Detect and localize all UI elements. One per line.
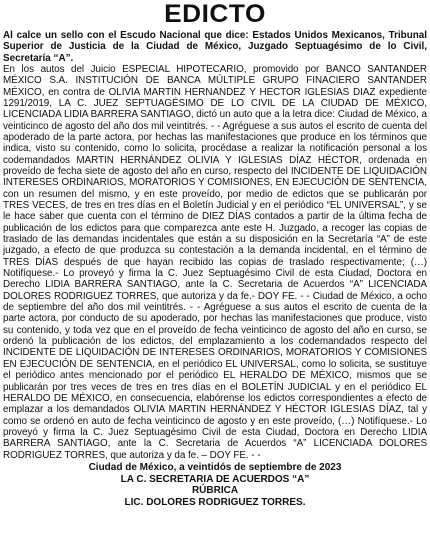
signature-office: LA C. SECRETARIA DE ACUERDOS “A” xyxy=(120,473,310,485)
signature-block xyxy=(2,462,428,508)
signature-rubric: RÚBRICA xyxy=(191,485,239,497)
seal-description: Al calce un sello con el Escudo Nacional que dice: Estados Unidos Mexicanos, Tribunal Superior de Justicia de la Ciudad de México, Juzgado Septuagésimo de lo Civil, Secretaría “A”. xyxy=(3,30,427,64)
signature-name: LIC. DOLORES RODRIGUEZ TORRES. xyxy=(124,496,306,508)
signature-date: Ciudad de México, a veintidós de septiembre de 2023 xyxy=(88,461,342,473)
notice-body: En los autos del Juicio ESPECIAL HIPOTECARIO, promovido por BANCO SANTANDER MÉXICO S.A. INSTITUCIÓN DE BANCA MÚLTIPLE GRUPO FINACIERO SANTANDER MÉXICO, en contra de OLIVIA MARTIN HERNANDEZ Y HECTOR IGLESIAS DIAZ expediente 1291/2019, LA C. JUEZ SEPTUAGÉSIMO DE LO CIVIL DE LA CIUDAD DE MÉXICO, LICENCIADA LIDIA BARRERA SANTIAGO, dictó un auto que a la letra dice: Ciudad de México, a veinticinco de agosto del año dos mil veintitrés. - - Agréguese a sus autos el escrito de cuenta del apoderado de la parte actora, por hechas las manifestaciones que produce en los términos que indica, visto su contenido, como lo solicita, procédase a realizar la notificación personal a los codemandados MARTIN HERNÁNDEZ OLIVIA Y IGLESIAS DÍAZ HÉCTOR, ordenada en proveído de fecha siete de agosto del año en curso, respecto del INCIDENTE DE LIQUIDACIÓN INTERESES ORDINARIOS, MORATORIOS Y COMISIONES, EN EJECUCIÓN DE SENTENCIA, con un resumen del mismo, y en este proveído, por medio de edictos que se publicarán por TRES VECES, de tres en tres días en el Boletín Judicial y en el periódico “EL UNIVERSAL”, y se le hace saber que cuenta con el término de DIEZ DÍAS contados a partir de la última fecha de publicación de los edictos para que comparezca ante este H. Juzgado, a recoger las copias de traslado de las demandas incidentales que están a su disposición en la Secretaría “A” de este juzgado, a efecto de que produzca su contestación a la demanda incidental, en el término de TRES DÍAS después de que hayan recibido las copias de traslado respectivamente; (…) Notifíquese.- Lo proveyó y firma la C. Juez Septuagésimo Civil de esta Ciudad, Doctora en Derecho LIDIA BARRERA SANTIAGO, ante la C. Secretaria de Acuerdos “A” LICENCIADA DOLORES RODRIGUEZ TORRES, que autoriza y da fe.- DOY FE. - - Ciudad de México, a ocho de septiembre del año dos mil veintitrés. - - Agréguese a sus autos el escrito de cuenta de la parte actora, por conducto de su apoderado, por hechas las manifestaciones que produce, visto su contenido, y toda vez que en el proveído de fecha veinticinco de agosto del año en curso, se ordenó la publicación de los edictos, del emplazamiento a los codemandados respecto del INCIDENTE DE LIQUIDACIÓN DE INTERESES ORDINARIOS, MORATORIOS Y COMISIONES EN EJECUCIÓN DE SENTENCIA, en el periódico EL UNIVERSAL, como lo solicita, se sustituye el periódico antes mencionado por el periódico EL HERALDO DE MÉXICO, mismos que se publicarán por tres veces de tres en tres días en el BOLETÍN JUDICIAL y en el periódico EL HERALDO DE MÉXICO, en consecuencia, elabórense los edictos correspondientes a efecto de emplazar a los demandados OLIVIA MARTIN HERNÁNDEZ Y HÉCTOR IGLESIAS DÍAZ, tal y como se ordenó en auto de fecha veinticinco de agosto y en este proveído, (…) Notifíquese.- Lo proveyó y firma la C. Juez Septuagésimo Civil de esta Ciudad, Doctora en Derecho LIDIA BARRERA SANTIAGO, ante la C. Secretaria de Acuerdos “A” LICENCIADA DOLORES RODRIGUEZ TORRES, que autoriza y da fe. – DOY FE. - - xyxy=(3,63,427,461)
edicto-notice xyxy=(2,0,428,546)
notice-title: EDICTO xyxy=(164,0,266,28)
